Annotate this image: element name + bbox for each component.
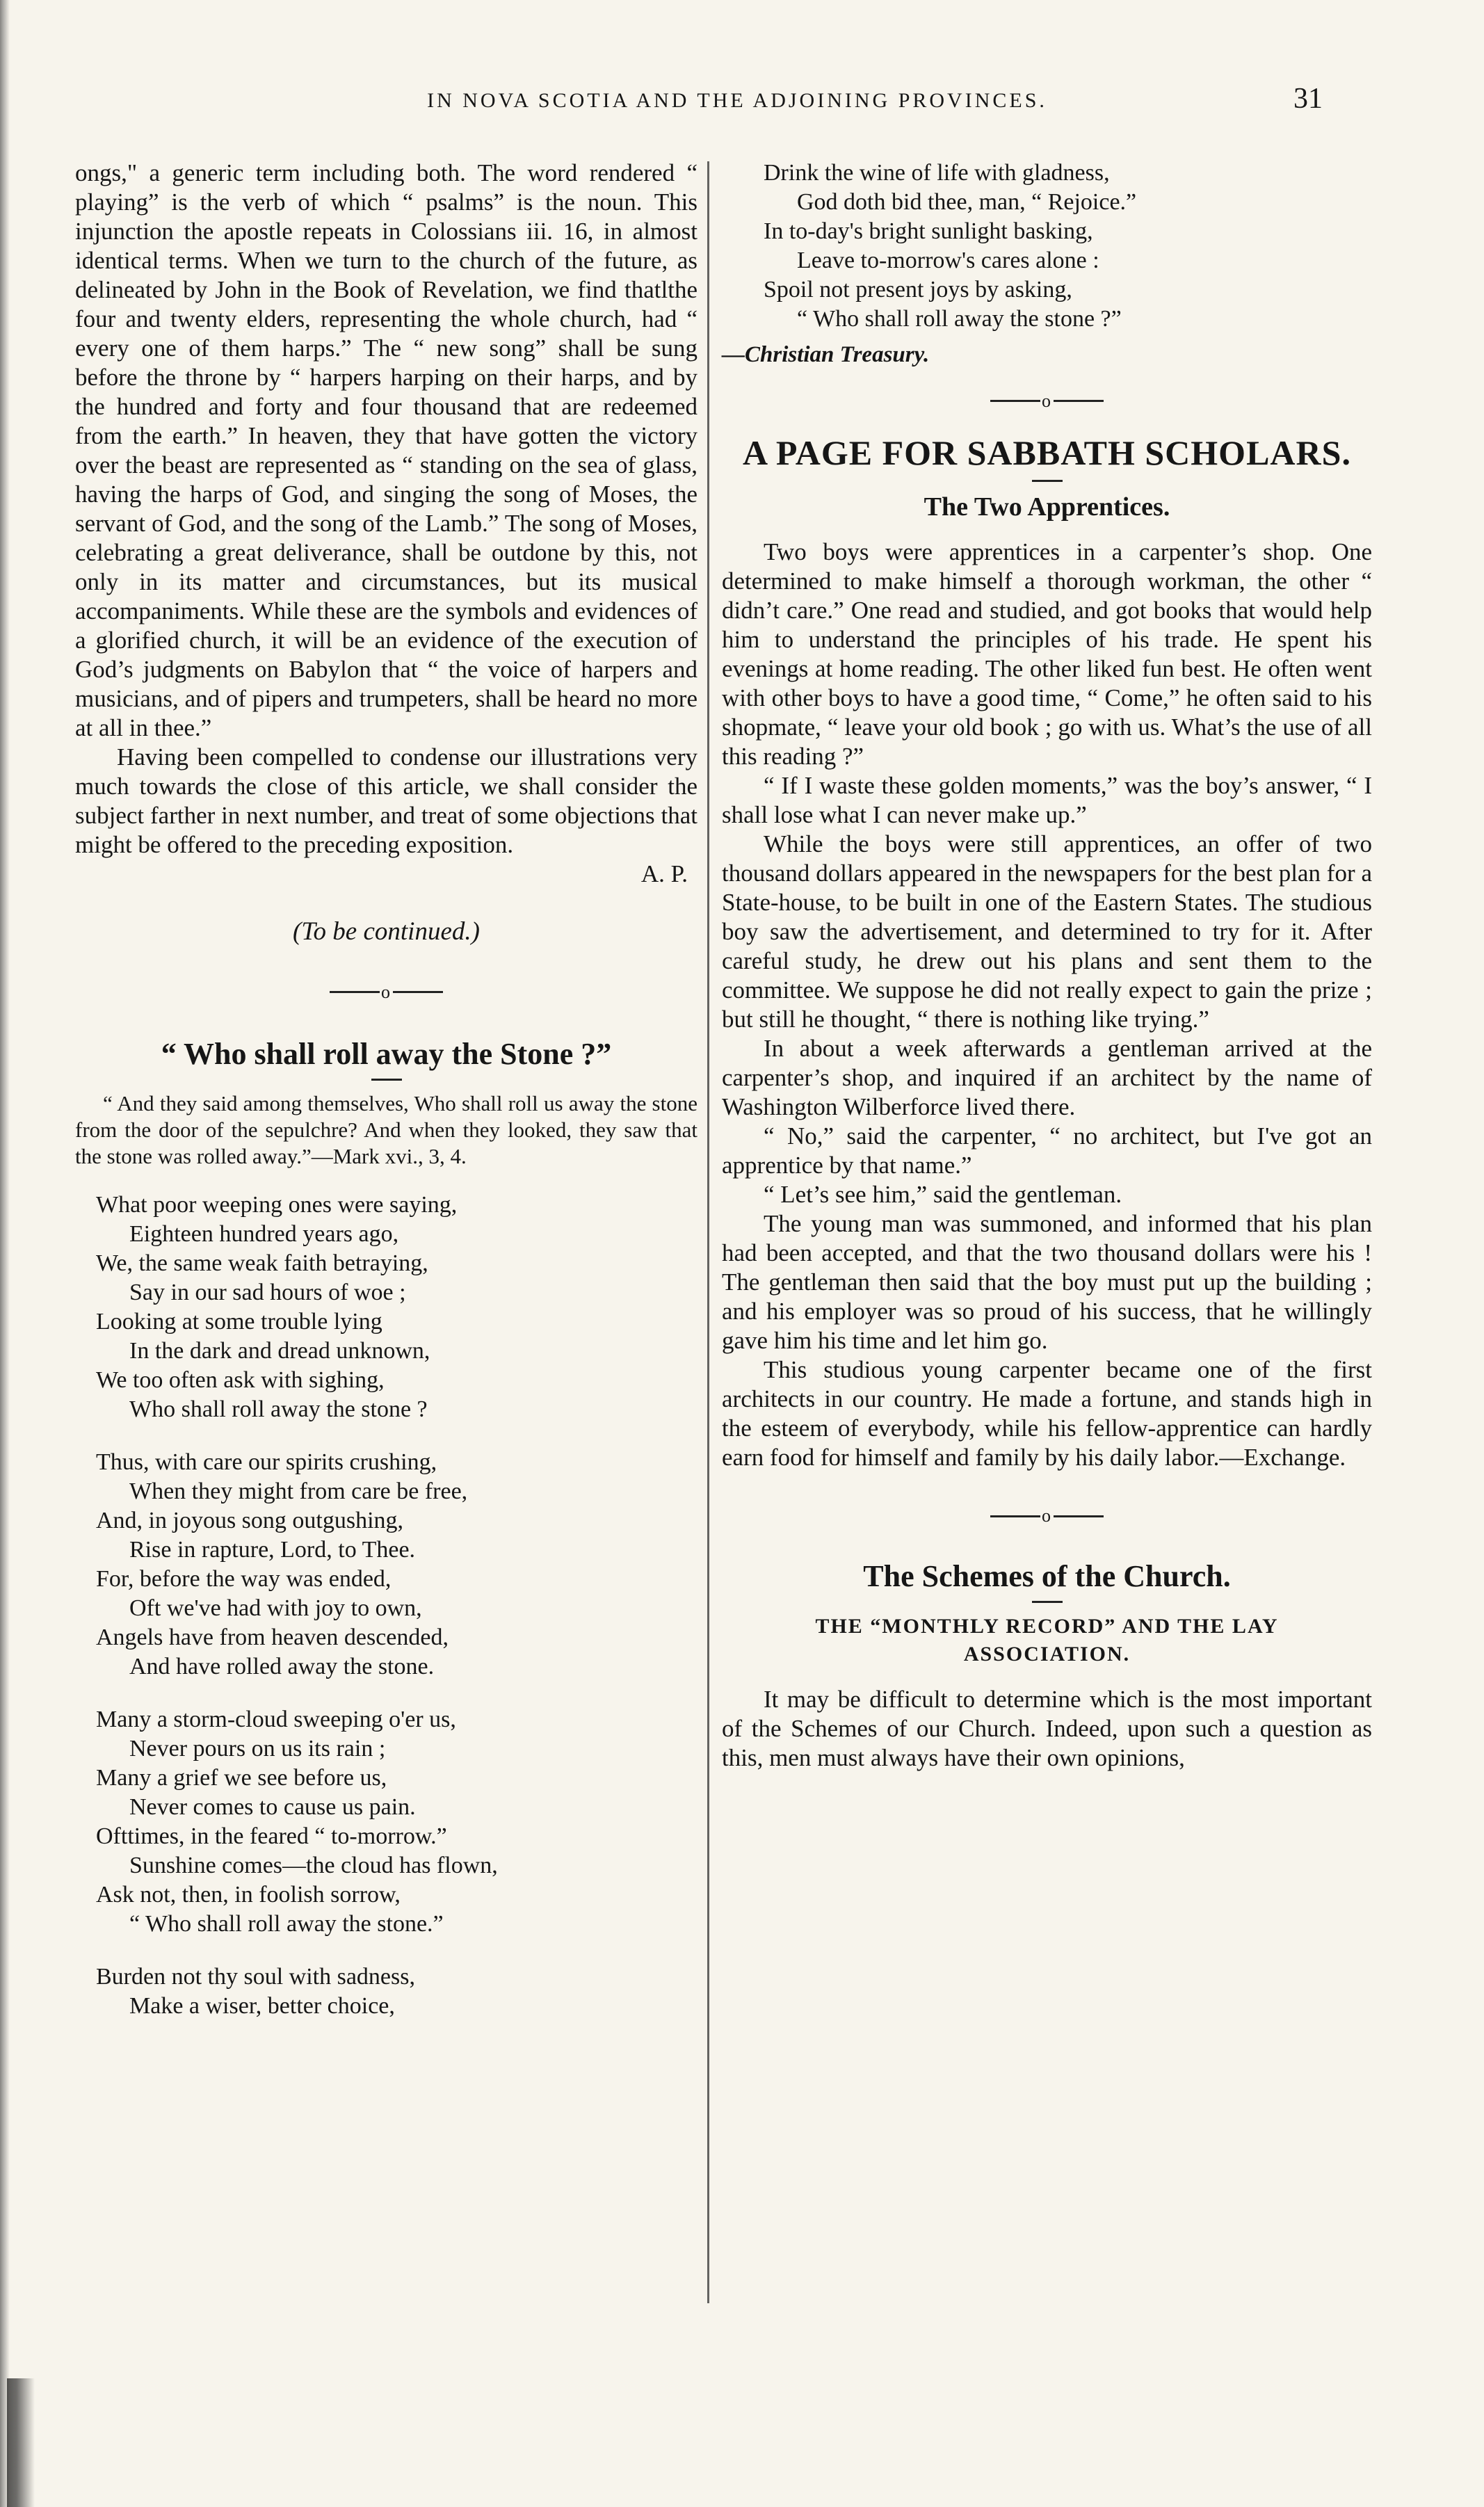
poem-stanza [96,1448,697,1682]
poem-line: God doth bid thee, man, “ Rejoice.” [797,189,1137,215]
article-subtitle-line1: THE “MONTHLY RECORD” AND THE LAY [815,1615,1279,1638]
poem-line: We too often ask with sighing, [96,1367,385,1393]
poem-stanza [96,1191,697,1424]
poem-line: We, the same weak faith betraying, [96,1250,428,1276]
poem-line: Drink the wine of life with gladness, [764,160,1110,186]
poem-line: And have rolled away the stone. [129,1653,435,1679]
apprentices-paragraph: In about a week afterwards a gentleman arrived at the carpenter’s shop, and inquired if an architect by the name of Washington Wilberforce lived there. [722,1034,1372,1120]
page-number: 31 [1293,83,1323,115]
poem-line: Eighteen hundred years ago, [129,1220,399,1247]
poem-line: Rise in rapture, Lord, to Thee. [129,1536,416,1563]
poem-line: Say in our sad hours of woe ; [129,1279,406,1305]
left-column [75,159,697,2045]
apprentices-paragraph: This studious young carpenter became one of the first architects in our country. He made a fortune, and stands high in the esteem of everybody, while his fellow-apprentice can hardly earn food for himself and family by his daily labor.—Exchange. [722,1355,1372,1471]
poem-line: Looking at some trouble lying [96,1308,382,1335]
epigraph: “ And they said among themselves, Who shall roll us away the stone from the door of the sepulchre? And when they looked, they saw that the stone was rolled away.”—Mark xvi., 3, 4. [75,1090,697,1168]
article-title-schemes: The Schemes of the Church. [863,1559,1231,1594]
apprentices-paragraph: “ If I waste these golden moments,” was the boy’s answer, “ I shall lose what I can never make up.” [722,771,1372,828]
poem-line: In to-day's bright sunlight basking, [764,218,1093,244]
article-subtitle-line2: ASSOCIATION. [963,1643,1131,1666]
title-rule [1032,480,1063,482]
poem-line: “ Who shall roll away the stone.” [129,1910,444,1937]
running-head: IN NOVA SCOTIA AND THE ADJOINING PROVINCES. [427,89,1047,112]
apprentices-paragraph: “ Let’s see him,” said the gentleman. [764,1180,1122,1208]
continuation-paragraph: ongs," a generic term including both. The word rendered “ playing” is the verb of which “ psalms” is the noun. This injunction the apostle repeats in Colossians iii. 16, in almost identical terms. When we turn to the church of the future, as delineated by John in the Book of Revelation, we find thatlthe four and twenty elders, representing the whole church, had “ every one of them harps.” The “ new song” shall be sung before the throne by “ harpers harping on their harps, and by the hundred and forty and four thousand that are redeemed from the earth.” In heaven, they that have gotten the victory over the beast are represented as “ standing on the sea of glass, having the harps of God, and singing the song of Moses, the servant of God, and the song of the Lamb.” The song of Moses, celebrating a great deliverance, shall be outdone by this, not only in its matter and circumstances, but its musical accompaniments. While these are the symbols and evidences of a glorified church, it will be an evidence of the execution of God’s judgments on Babylon that “ the voice of harpers and musicians, and of pipers and trumpeters, shall be heard no more at all in thee.” [75,159,697,741]
poem-line: Leave to-morrow's cares alone : [797,248,1099,273]
apprentices-paragraph: While the boys were still apprentices, an offer of two thousand dollars appeared in the newspapers for the best plan for a State-house, to be built in one of the Eastern States. The studious boy saw the advertisement, and determined to try for it. After careful study, he drew out his plans and sent them to the committee. We suppose he did not really expect to gain the prize ; but still he thought, “ there is nothing like trying.” [722,830,1372,1033]
title-rule [1032,1601,1063,1603]
poem-line: Ask not, then, in foolish sorrow, [96,1881,401,1908]
poem-line: And, in joyous song outgushing, [96,1507,404,1533]
poem-line: Angels have from heaven descended, [96,1624,449,1650]
section-divider: o [722,1504,1372,1527]
section-title: A PAGE FOR SABBATH SCHOLARS. [743,433,1351,472]
poem-continuation [764,159,1372,334]
article-title-stone: “ Who shall roll away the Stone ?” [161,1036,612,1071]
schemes-paragraph: It may be difficult to determine which is the most important of the Schemes of our Church. Indeed, upon such a question as this, men must always have their own opinions, [722,1686,1372,1772]
poem-line: Burden not thy soul with sadness, [96,1963,415,1990]
right-column [722,159,1372,1773]
poem-line: Ofttimes, in the feared “ to-morrow.” [96,1823,447,1849]
poem-stanza [96,1705,697,1939]
page-binding-edge [0,0,10,2507]
poem-line: Sunshine comes—the cloud has flown, [129,1852,498,1878]
author-signature: A. P. [640,860,688,887]
column-rule [707,161,709,2303]
to-be-continued: (To be continued.) [293,917,480,946]
poem-line: Never pours on us its rain ; [129,1735,386,1762]
apprentices-paragraph: The young man was summoned, and informed that his plan had been accepted, and that the two thousand dollars were his ! The gentleman then said that the boy must put up the building ; and his employer was so proud of his success, that he willingly gave him his time and let him go. [722,1209,1372,1354]
poem-line: Spoil not present joys by asking, [764,277,1072,303]
apprentices-body [722,538,1372,1472]
poem-line: In the dark and dread unknown, [129,1337,430,1364]
apprentices-paragraph: Two boys were apprentices in a carpenter’s shop. One determined to make himself a thorough workman, the other “ didn’t care.” One read and studied, and got books that would help him to understand the principles of his trade. He spent his evenings at home reading. The other liked fun best. He often went with other boys to have a good time, “ Come,” he often said to his shopmate, “ leave your old book ; go with us. What’s the use of all this reading ?” [722,538,1372,770]
poem-line: Who shall roll away the stone ? [129,1396,428,1422]
poem-stanza [96,1962,697,2021]
poem-line: For, before the way was ended, [96,1565,392,1592]
poem-line: Many a grief we see before us, [96,1764,387,1791]
section-divider: o [722,389,1372,412]
poem-line: Make a wiser, better choice, [129,1992,395,2019]
poem-credit: —Christian Treasury. [722,342,930,367]
poem-line: Many a storm-cloud sweeping o'er us, [96,1706,456,1732]
title-rule [371,1079,402,1081]
article-title-apprentices: The Two Apprentices. [924,492,1170,522]
page-shadow [7,2378,70,2507]
apprentices-paragraph: “ No,” said the carpenter, “ no architect, but I've got an apprentice by that name.” [722,1122,1372,1179]
poem-line: “ Who shall roll away the stone ?” [797,306,1122,332]
poem-line: When they might from care be free, [129,1478,468,1504]
poem-stone [75,1191,697,2021]
poem-line: Thus, with care our spirits crushing, [96,1449,437,1475]
poem-line: Never comes to cause us pain. [129,1793,416,1820]
poem-line: What poor weeping ones were saying, [96,1191,458,1218]
closing-paragraph: Having been compelled to condense our illustrations very much towards the close of this article, we shall consider the subject farther in next number, and treat of some objections that might be offered to the preceding exposition. [75,743,697,858]
section-divider: o [75,980,697,1003]
poem-line: Oft we've had with joy to own, [129,1595,422,1621]
